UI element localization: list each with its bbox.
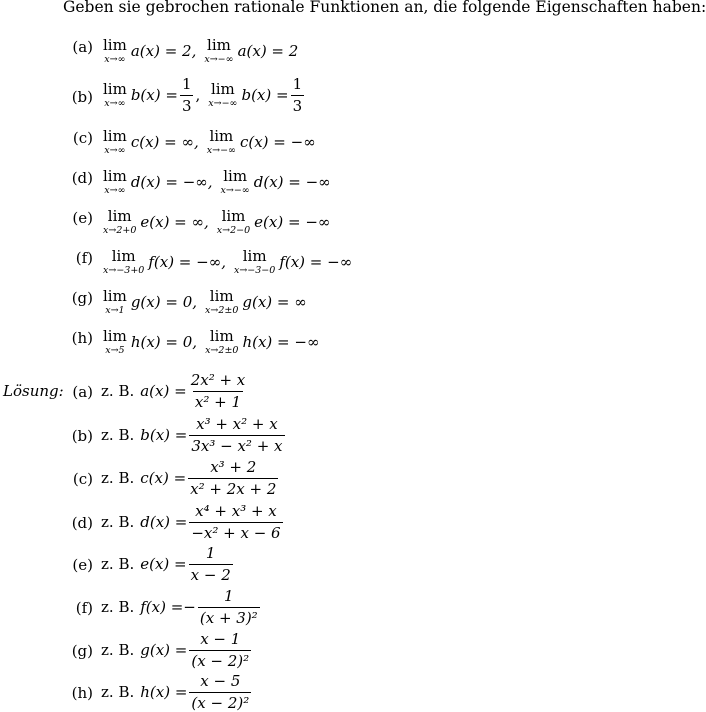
solution-h: z. B. h(x) = $\frac{x - 5}{\text{(x − 2)²}}$ (101, 672, 250, 712)
solution-label-h: (h) (71, 684, 93, 702)
task-e-expr1: e(x) = ∞, (140, 213, 209, 232)
task-a (103, 38, 298, 65)
task-c-expr2: c(x) = −∞ (239, 133, 316, 152)
solution-label-b: (b) (71, 427, 93, 445)
solution-c: z. B. c(x) = $\frac{\text{x³ + 2}}{\text{x² + 2x + 2}}$ (101, 458, 277, 498)
solution-label-f: (f) (75, 599, 93, 617)
limit-a2: lim x→−∞ (204, 36, 234, 65)
task-a-expr1: a(x) = 2, (130, 42, 197, 61)
task-e-expr2: e(x) = −∞ (254, 213, 331, 232)
limit-e2: lim x→2−0 (216, 207, 251, 236)
solution-g: z. B. g(x) = $\frac{x - 1}{\text{(x − 2)²}}$ (101, 630, 250, 670)
solution-g-fraction: $\frac{x - 1}{\text{(x − 2)²}}$ (191, 630, 250, 670)
task-intro: Geben sie gebrochen rationale Funktionen an, die folgende Eigenschaften haben: (63, 0, 706, 16)
solution-h-fraction: $\frac{x - 5}{\text{(x − 2)²}}$ (191, 672, 250, 712)
limit-f1: lim x→−3+0 (103, 247, 145, 276)
limit-g2: lim x→2±0 (205, 287, 239, 316)
solution-f-fraction: $\frac{1}{\text{(x + 3)²}}$ (199, 587, 258, 627)
limit-c2: lim x→−∞ (206, 127, 236, 156)
limit-e1: lim x→2+0 (103, 207, 137, 236)
task-f-expr1: f(x) = −∞, (148, 253, 226, 272)
task-label-d: (d) (71, 169, 93, 187)
solution-label-e: (e) (72, 556, 93, 574)
solution-label-d: (d) (71, 514, 93, 532)
task-b-expr2: b(x) = (241, 86, 289, 104)
task-f-expr2: f(x) = −∞ (279, 253, 353, 272)
fraction-one-third-2: $\frac{1}{3}$ (292, 75, 303, 115)
task-g-expr1: g(x) = 0, (130, 293, 198, 312)
limit-a1: lim x→∞ (103, 36, 127, 65)
solution-d: z. B. d(x) = $\frac{\text{x⁴ + x³ + x}}{\text{−x² + x − 6}}$ (101, 502, 281, 542)
solution-c-fraction: $\frac{\text{x³ + 2}}{\text{x² + 2x + 2}}$ (190, 458, 277, 498)
limit-d1: lim x→∞ (103, 167, 127, 196)
solution-e: z. B. e(x) = $\frac{1}{x - 2}$ (101, 544, 231, 584)
solution-d-fraction: $\frac{\text{x⁴ + x³ + x}}{\text{−x² + x − 6}}$ (191, 502, 281, 542)
task-b-expr1: b(x) = (130, 86, 178, 104)
solution-b: z. B. b(x) = $\frac{\text{x³ + x² + x}}{\text{3x³ − x² + x}}$ (101, 415, 283, 455)
solution-label: Lösung: (3, 382, 64, 400)
task-b: lim x→∞ b(x) = $\frac{1}{3}$ , lim x→−∞ b(x) = $\frac{1}{3}$ (103, 75, 303, 115)
limit-h1: lim x→5 (103, 327, 127, 356)
task-d-expr2: d(x) = −∞ (253, 173, 331, 192)
task-h (103, 329, 319, 356)
limit-b1: lim x→∞ (103, 79, 127, 109)
solution-label-c: (c) (72, 470, 93, 488)
solution-f-sign: − (183, 598, 196, 616)
solution-label-a: (a) (72, 383, 93, 401)
task-a-expr2: a(x) = 2 (237, 42, 299, 61)
task-label-a: (a) (72, 38, 93, 56)
limit-h2: lim x→2±0 (205, 327, 239, 356)
task-label-f: (f) (75, 249, 93, 267)
solution-a: z. B. a(x) = $\frac{\text{2x² + x}}{\text{x² + 1}}$ (101, 371, 246, 411)
limit-d2: lim x→−∞ (220, 167, 250, 196)
limit-b2: lim x→−∞ (208, 79, 238, 109)
solution-e-fraction: $\frac{1}{x - 2}$ (190, 544, 231, 584)
task-label-b: (b) (71, 88, 93, 106)
task-f (103, 249, 352, 276)
task-label-h: (h) (71, 329, 93, 347)
task-h-expr2: h(x) = −∞ (242, 333, 320, 352)
task-d-expr1: d(x) = −∞, (130, 173, 213, 192)
solution-b-fraction: $\frac{\text{x³ + x² + x}}{\text{3x³ − x² + x}}$ (191, 415, 283, 455)
task-c-expr1: c(x) = ∞, (130, 133, 199, 152)
task-label-g: (g) (71, 289, 93, 307)
task-g (103, 289, 307, 316)
fraction-one-third-1: $\frac{1}{3}$ (181, 75, 192, 115)
limit-c1: lim x→∞ (103, 127, 127, 156)
task-g-expr2: g(x) = ∞ (242, 293, 307, 312)
solution-a-fraction: $\frac{\text{2x² + x}}{\text{x² + 1}}$ (190, 371, 246, 411)
solution-f: z. B. f(x) = − $\frac{1}{\text{(x + 3)²}}$ (101, 587, 258, 627)
solution-label-g: (g) (71, 642, 93, 660)
task-d (103, 169, 331, 196)
task-h-expr1: h(x) = 0, (130, 333, 198, 352)
limit-g1: lim x→1 (103, 287, 127, 316)
task-c (103, 129, 316, 156)
task-e (103, 209, 330, 236)
task-label-e: (e) (72, 209, 93, 227)
task-label-c: (c) (72, 129, 93, 147)
limit-f2: lim x→−3−0 (233, 247, 276, 276)
